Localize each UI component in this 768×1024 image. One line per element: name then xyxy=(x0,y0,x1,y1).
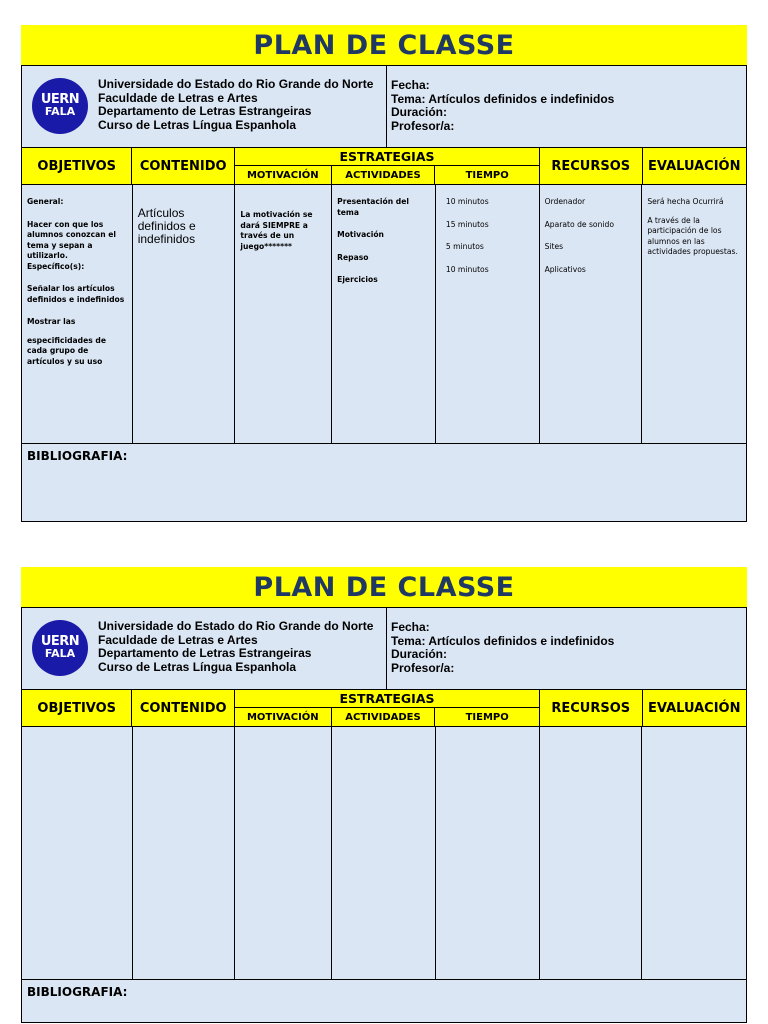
institution-text xyxy=(98,78,373,132)
cell-evaluacion: Será hecha Ocurrirá A través de la participación de los alumnos en las actividades propuestas. xyxy=(647,197,738,256)
profesor-field: Profesor/a: xyxy=(391,118,455,133)
plan-table xyxy=(21,690,747,1023)
class-info xyxy=(387,608,614,689)
uern-logo: UERN FALA xyxy=(32,620,88,676)
cell-evaluacion xyxy=(642,727,746,979)
department-name: Departamento de Letras Estrangeiras xyxy=(98,104,312,118)
uern-logo: UERN FALA xyxy=(32,78,88,134)
university-name: Universidade do Estado do Rio Grande do Norte xyxy=(98,77,374,91)
tema-field: Tema: Artículos definidos e indefinidos xyxy=(391,633,615,648)
table-body-row xyxy=(22,185,746,444)
header-estrategias-group xyxy=(235,690,540,726)
profesor-field: Profesor/a: xyxy=(391,660,455,675)
duracion-field: Duración: xyxy=(391,647,448,661)
institution-text xyxy=(98,620,373,674)
header-estrategias-group xyxy=(235,148,540,184)
header-evaluacion: EVALUACIÓN xyxy=(648,158,741,174)
cell-objetivos: General: Hacer con que los alumnos conozcan el tema y sepan a utilizarlo. Específico(s): Señalar los artículos definidos e indefinidos Mostrar las especificidades de cada grupo de artículos y su uso xyxy=(22,185,133,443)
bibliografia-section xyxy=(22,980,746,1022)
cell-actividades xyxy=(332,727,436,979)
header-objetivos: OBJETIVOS xyxy=(22,690,132,726)
cell-contenido xyxy=(133,727,236,979)
class-plan-filled xyxy=(21,25,747,522)
department-name: Departamento de Letras Estrangeiras xyxy=(98,646,312,660)
header-recursos: RECURSOS xyxy=(540,690,643,726)
university-name: Universidade do Estado do Rio Grande do Norte xyxy=(98,619,374,633)
cell-tiempo xyxy=(436,727,540,979)
class-plan-blank xyxy=(21,567,747,1023)
plan-title: PLAN DE CLASSE xyxy=(21,567,747,607)
institution-block xyxy=(22,66,387,147)
duracion-field: Duración: xyxy=(391,105,448,119)
header-objetivos: OBJETIVOS xyxy=(22,148,132,184)
cell-contenido: Artículos definidos e indefinidos xyxy=(133,185,236,443)
header-motivacion: MOTIVACIÓN xyxy=(235,708,332,726)
faculty-name: Faculdade de Letras e Artes xyxy=(98,632,258,647)
header-tiempo: TIEMPO xyxy=(465,711,509,723)
cell-recursos xyxy=(540,727,643,979)
tema-field: Tema: Artículos definidos e indefinidos xyxy=(391,91,615,106)
header-evaluacion: EVALUACIÓN xyxy=(648,700,741,716)
header-actividades: ACTIVIDADES xyxy=(332,708,436,726)
header-tiempo: TIEMPO xyxy=(465,169,509,181)
faculty-name: Faculdade de Letras e Artes xyxy=(98,90,258,105)
cell-tiempo: 10 minutos 15 minutos 5 minutos 10 minutos xyxy=(436,185,540,443)
table-header-row xyxy=(22,148,746,185)
header-contenido: CONTENIDO xyxy=(132,148,235,184)
table-body-row xyxy=(22,727,746,980)
class-info xyxy=(387,66,614,147)
institution-block xyxy=(22,608,387,689)
plan-header xyxy=(21,65,747,148)
cell-actividades: Presentación del tema Motivación Repaso Ejercicios xyxy=(332,185,436,443)
cell-objetivos xyxy=(22,727,133,979)
header-motivacion: MOTIVACIÓN xyxy=(235,166,332,184)
course-name: Curso de Letras Língua Espanhola xyxy=(98,117,297,132)
header-contenido: CONTENIDO xyxy=(132,690,235,726)
bibliografia-label: BIBLIOGRAFIA: xyxy=(27,449,128,463)
header-recursos: RECURSOS xyxy=(540,148,643,184)
fecha-field: Fecha: xyxy=(391,78,430,92)
cell-recursos: Ordenador Aparato de sonido Sites Aplicativos xyxy=(540,185,643,443)
bibliografia-section xyxy=(22,444,746,521)
plan-table xyxy=(21,148,747,522)
bibliografia-label: BIBLIOGRAFIA: xyxy=(27,985,128,999)
header-actividades: ACTIVIDADES xyxy=(332,166,436,184)
header-estrategias: ESTRATEGIAS xyxy=(235,148,539,166)
course-name: Curso de Letras Língua Espanhola xyxy=(98,659,297,674)
cell-motivacion xyxy=(235,727,332,979)
cell-motivacion: La motivación se dará SIEMPRE a través de un juego******* xyxy=(235,185,332,443)
plan-title: PLAN DE CLASSE xyxy=(21,25,747,65)
fecha-field: Fecha: xyxy=(391,620,430,634)
header-estrategias: ESTRATEGIAS xyxy=(235,690,539,708)
plan-header xyxy=(21,607,747,690)
table-header-row xyxy=(22,690,746,727)
